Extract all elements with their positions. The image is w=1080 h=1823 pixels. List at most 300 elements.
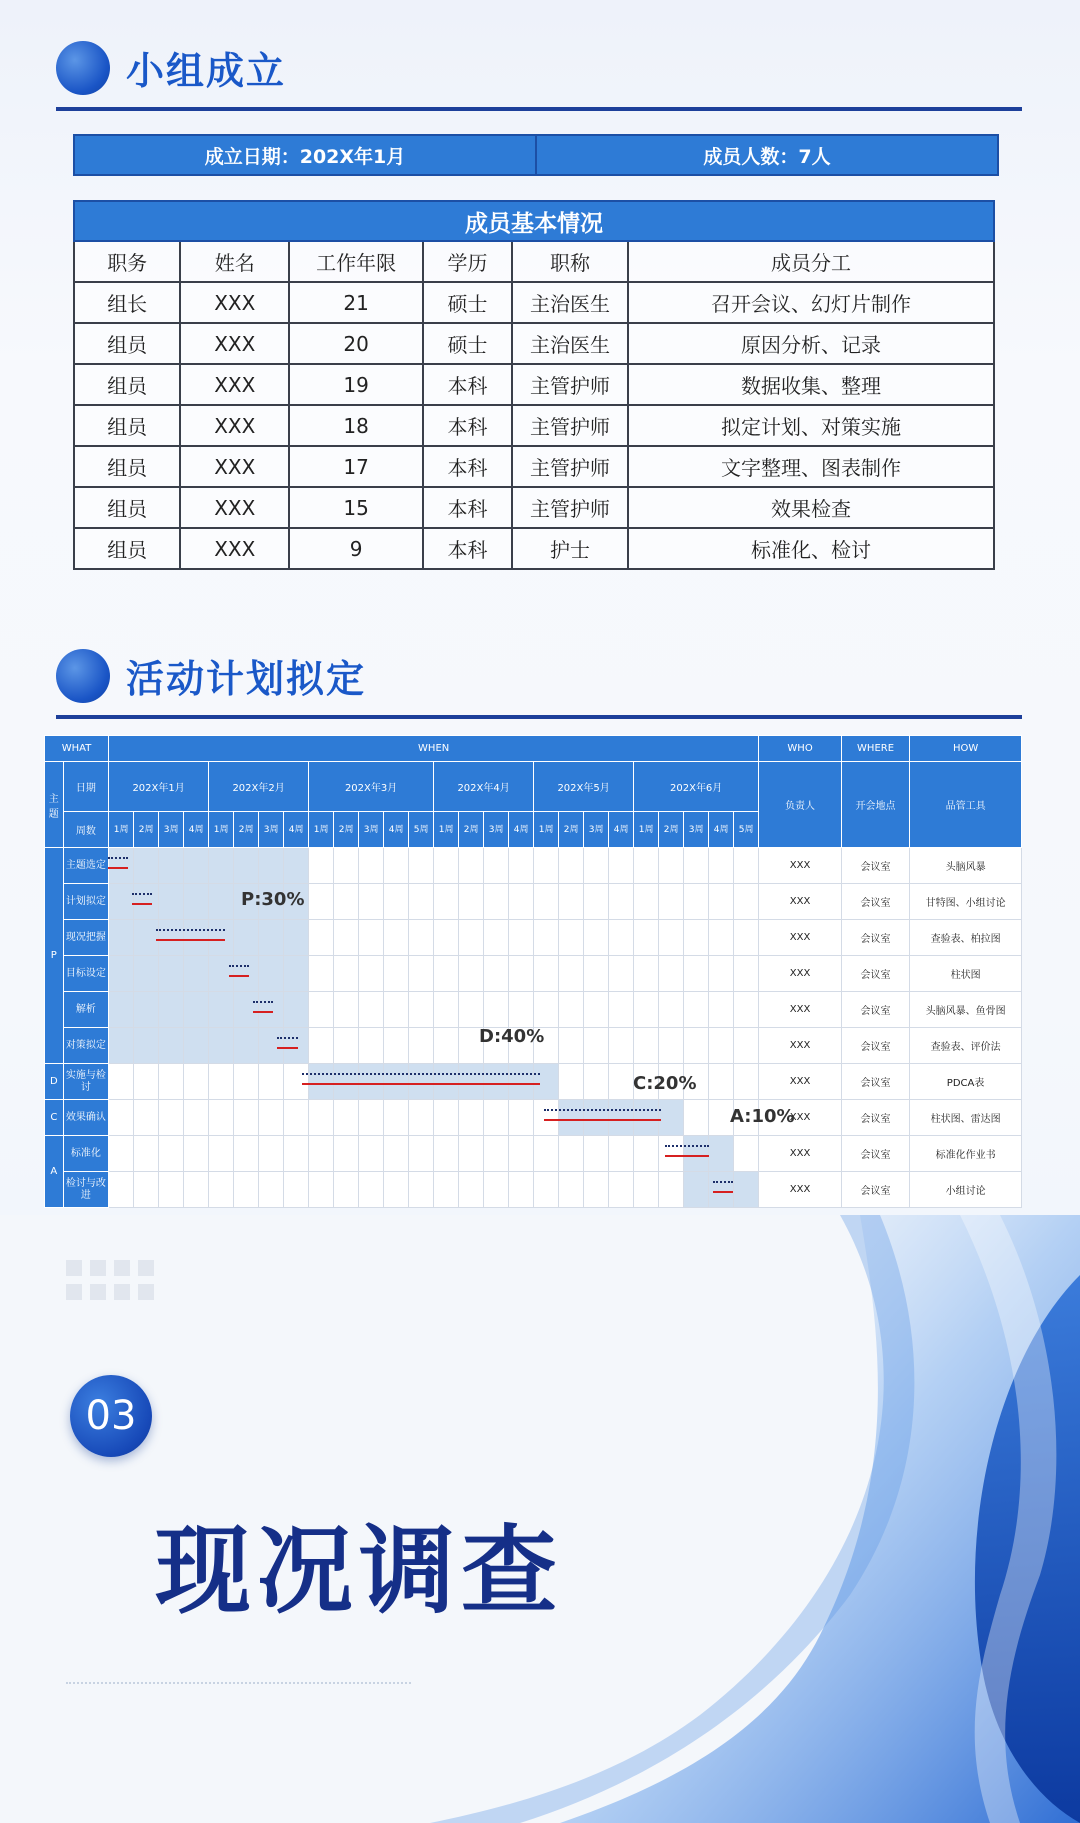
week-header: 3周 — [684, 812, 709, 848]
week-cell — [359, 848, 384, 884]
gantt-task-row — [45, 920, 1022, 956]
week-cell — [509, 920, 534, 956]
week-header: 4周 — [609, 812, 634, 848]
week-cell — [534, 1100, 559, 1136]
gantt-task-row — [45, 992, 1022, 1028]
week-cell — [659, 992, 684, 1028]
table-cell: 21 — [289, 282, 423, 323]
week-cell — [359, 1172, 384, 1208]
week-cell — [309, 1136, 334, 1172]
table-cell: 组员 — [74, 487, 180, 528]
column-header: 职称 — [512, 241, 628, 282]
week-cell — [684, 1136, 709, 1172]
table-caption: 成员基本情况 — [74, 201, 994, 241]
week-cell — [334, 1136, 359, 1172]
week-cell — [509, 848, 534, 884]
week-cell — [484, 1064, 509, 1100]
plan-line — [544, 1109, 661, 1111]
phase-cell: D — [45, 1064, 64, 1100]
table-cell: 护士 — [512, 528, 628, 569]
owner-cell: XXX — [759, 1136, 842, 1172]
week-cell — [659, 1100, 684, 1136]
table-row — [74, 487, 994, 528]
column-header: 学历 — [423, 241, 512, 282]
week-cell — [409, 1100, 434, 1136]
table-cell: 组员 — [74, 405, 180, 446]
week-cell — [609, 920, 634, 956]
week-cell — [584, 920, 609, 956]
week-cell — [134, 884, 159, 920]
week-cell — [734, 884, 759, 920]
week-cell — [409, 884, 434, 920]
week-cell — [684, 848, 709, 884]
week-cell — [309, 848, 334, 884]
gantt-header-row — [45, 762, 1022, 812]
week-cell — [534, 1172, 559, 1208]
week-cell — [634, 1136, 659, 1172]
table-cell: 原因分析、记录 — [628, 323, 994, 364]
actual-line — [253, 1011, 273, 1013]
plan-line — [229, 965, 249, 967]
week-cell — [734, 1064, 759, 1100]
table-cell: XXX — [180, 405, 289, 446]
week-cell — [484, 920, 509, 956]
week-cell — [259, 956, 284, 992]
place-cell: 会议室 — [841, 956, 909, 992]
week-cell — [709, 1064, 734, 1100]
month-header: 202X年2月 — [209, 762, 309, 812]
week-cell — [484, 884, 509, 920]
week-header: 1周 — [534, 812, 559, 848]
section-header-plan — [56, 648, 366, 703]
week-cell — [259, 1028, 284, 1064]
tool-cell: 甘特图、小组讨论 — [910, 884, 1022, 920]
table-cell: 本科 — [423, 364, 512, 405]
week-cell — [459, 1064, 484, 1100]
place-cell: 会议室 — [841, 1136, 909, 1172]
week-cell — [634, 1100, 659, 1136]
table-cell: 主管护师 — [512, 446, 628, 487]
table-cell: XXX — [180, 282, 289, 323]
tool-cell: 头脑风暴 — [910, 848, 1022, 884]
week-header: 5周 — [734, 812, 759, 848]
table-cell: 17 — [289, 446, 423, 487]
owner-cell: XXX — [759, 992, 842, 1028]
week-cell — [359, 1028, 384, 1064]
week-cell — [109, 884, 134, 920]
week-cell — [159, 884, 184, 920]
week-cell — [159, 1100, 184, 1136]
week-cell — [559, 920, 584, 956]
table-row — [74, 323, 994, 364]
week-cell — [659, 884, 684, 920]
week-cell — [209, 956, 234, 992]
table-cell: XXX — [180, 528, 289, 569]
table-row — [74, 528, 994, 569]
week-cell — [534, 1136, 559, 1172]
week-cell — [359, 1136, 384, 1172]
table-cell: 本科 — [423, 405, 512, 446]
week-cell — [359, 1064, 384, 1100]
table-cell: XXX — [180, 446, 289, 487]
week-cell — [709, 1136, 734, 1172]
gantt-task-row — [45, 848, 1022, 884]
week-cell — [434, 992, 459, 1028]
place-cell: 会议室 — [841, 1172, 909, 1208]
week-cell — [234, 1028, 259, 1064]
gantt-task-row — [45, 956, 1022, 992]
week-header: 3周 — [484, 812, 509, 848]
table-cell: 本科 — [423, 446, 512, 487]
week-cell — [434, 1172, 459, 1208]
bullet-circle-icon — [56, 649, 110, 703]
week-header: 2周 — [234, 812, 259, 848]
task-cell: 解析 — [63, 992, 108, 1028]
section-big-title: 现况调查 — [155, 1515, 563, 1627]
week-cell — [659, 1136, 684, 1172]
week-cell — [209, 992, 234, 1028]
week-cell — [109, 1028, 134, 1064]
place-cell: 会议室 — [841, 884, 909, 920]
week-cell — [534, 920, 559, 956]
week-header: 1周 — [634, 812, 659, 848]
week-cell — [334, 884, 359, 920]
week-cell — [509, 1100, 534, 1136]
week-cell — [209, 920, 234, 956]
week-cell — [659, 1028, 684, 1064]
week-cell — [184, 956, 209, 992]
week-cell — [284, 1100, 309, 1136]
week-cell — [159, 956, 184, 992]
week-cell — [384, 848, 409, 884]
week-cell — [459, 956, 484, 992]
owner-cell: XXX — [759, 1100, 842, 1136]
week-header: 2周 — [459, 812, 484, 848]
decorative-dot-grid — [66, 1260, 154, 1300]
week-cell — [209, 1100, 234, 1136]
week-cell — [234, 1064, 259, 1100]
week-cell — [184, 1136, 209, 1172]
place-cell: 会议室 — [841, 992, 909, 1028]
week-cell — [259, 1172, 284, 1208]
week-cell — [184, 884, 209, 920]
week-header: 1周 — [109, 812, 134, 848]
owner-header: 负责人 — [759, 762, 842, 848]
week-cell — [459, 992, 484, 1028]
when-header: WHEN — [109, 736, 759, 762]
table-cell: XXX — [180, 323, 289, 364]
week-cell — [509, 1172, 534, 1208]
week-cell — [559, 884, 584, 920]
week-cell — [684, 1100, 709, 1136]
gantt-task-row — [45, 884, 1022, 920]
week-cell — [109, 848, 134, 884]
week-cell — [459, 1136, 484, 1172]
week-cell — [134, 1172, 159, 1208]
table-cell: 组员 — [74, 528, 180, 569]
week-cell — [584, 1100, 609, 1136]
gantt-header-row — [45, 736, 1022, 762]
phase-cell: P — [45, 848, 64, 1064]
week-cell — [134, 1136, 159, 1172]
week-cell — [234, 992, 259, 1028]
week-cell — [359, 1100, 384, 1136]
week-cell — [234, 848, 259, 884]
table-cell: 组长 — [74, 282, 180, 323]
week-cell — [609, 1100, 634, 1136]
place-cell: 会议室 — [841, 1028, 909, 1064]
table-cell: 硕士 — [423, 323, 512, 364]
owner-cell: XXX — [759, 956, 842, 992]
week-cell — [259, 920, 284, 956]
week-cell — [634, 992, 659, 1028]
week-cell — [384, 920, 409, 956]
gantt-chart — [44, 735, 1022, 1208]
week-cell — [334, 920, 359, 956]
task-cell: 计划拟定 — [63, 884, 108, 920]
week-cell — [259, 848, 284, 884]
week-cell — [259, 1136, 284, 1172]
week-cell — [584, 884, 609, 920]
table-cell: 主治医生 — [512, 282, 628, 323]
week-cell — [184, 1028, 209, 1064]
owner-cell: XXX — [759, 848, 842, 884]
table-cell: 组员 — [74, 364, 180, 405]
week-cell — [484, 1172, 509, 1208]
phase-cell: A — [45, 1136, 64, 1208]
month-header: 202X年4月 — [434, 762, 534, 812]
week-header: 4周 — [384, 812, 409, 848]
week-cell — [159, 1136, 184, 1172]
week-header: 4周 — [509, 812, 534, 848]
week-header: 2周 — [334, 812, 359, 848]
section-header-team — [56, 40, 286, 95]
week-cell — [684, 1172, 709, 1208]
week-cell — [559, 1064, 584, 1100]
owner-cell: XXX — [759, 1028, 842, 1064]
week-cell — [634, 848, 659, 884]
owner-cell: XXX — [759, 1172, 842, 1208]
week-cell — [334, 1064, 359, 1100]
week-cell — [734, 1136, 759, 1172]
month-header: 202X年6月 — [634, 762, 759, 812]
week-cell — [509, 992, 534, 1028]
month-header: 202X年3月 — [309, 762, 434, 812]
week-cell — [109, 920, 134, 956]
week-cell — [184, 1172, 209, 1208]
actual-line — [544, 1119, 661, 1121]
week-cell — [134, 1028, 159, 1064]
actual-line — [132, 903, 152, 905]
plan-line — [253, 1001, 273, 1003]
plan-line — [156, 929, 225, 931]
task-cell: 效果确认 — [63, 1100, 108, 1136]
week-cell — [284, 848, 309, 884]
week-cell — [384, 884, 409, 920]
members-table — [73, 200, 995, 570]
week-cell — [534, 992, 559, 1028]
week-cell — [334, 992, 359, 1028]
week-cell — [684, 884, 709, 920]
week-cell — [709, 884, 734, 920]
table-cell: 文字整理、图表制作 — [628, 446, 994, 487]
week-header: 4周 — [184, 812, 209, 848]
phase-percent-label: A:10% — [730, 1106, 795, 1127]
week-cell — [659, 956, 684, 992]
actual-line — [302, 1083, 540, 1085]
week-header: 3周 — [584, 812, 609, 848]
task-cell: 主题选定 — [63, 848, 108, 884]
week-cell — [709, 1172, 734, 1208]
week-cell — [284, 1172, 309, 1208]
week-cell — [209, 1172, 234, 1208]
place-cell: 会议室 — [841, 920, 909, 956]
phase-cell: C — [45, 1100, 64, 1136]
week-cell — [109, 992, 134, 1028]
week-cell — [534, 956, 559, 992]
week-cell — [384, 1136, 409, 1172]
task-cell: 实施与检讨 — [63, 1064, 108, 1100]
place-cell: 会议室 — [841, 1064, 909, 1100]
week-cell — [584, 1028, 609, 1064]
table-cell: 主管护师 — [512, 364, 628, 405]
week-cell — [159, 1028, 184, 1064]
week-cell — [334, 1100, 359, 1136]
week-cell — [184, 848, 209, 884]
week-cell — [409, 1064, 434, 1100]
week-cell — [459, 1172, 484, 1208]
task-cell: 检讨与改进 — [63, 1172, 108, 1208]
week-cell — [534, 848, 559, 884]
actual-line — [229, 975, 249, 977]
table-cell: 召开会议、幻灯片制作 — [628, 282, 994, 323]
how-header: HOW — [910, 736, 1022, 762]
week-cell — [609, 1172, 634, 1208]
week-cell — [159, 1064, 184, 1100]
week-cell — [609, 884, 634, 920]
section-divider — [56, 107, 1022, 111]
month-header: 202X年1月 — [109, 762, 209, 812]
week-header: 4周 — [709, 812, 734, 848]
week-cell — [359, 884, 384, 920]
week-cell — [609, 956, 634, 992]
week-header: 3周 — [259, 812, 284, 848]
week-cell — [334, 848, 359, 884]
column-header: 成员分工 — [628, 241, 994, 282]
week-cell — [334, 1172, 359, 1208]
dotted-divider — [66, 1682, 411, 1684]
place-cell: 会议室 — [841, 1100, 909, 1136]
section-title: 活动计划拟定 — [126, 657, 367, 701]
week-cell — [134, 1100, 159, 1136]
table-cell: 主管护师 — [512, 487, 628, 528]
week-cell — [284, 956, 309, 992]
week-cell — [409, 1136, 434, 1172]
tool-cell: 查验表、柏拉图 — [910, 920, 1022, 956]
week-cell — [234, 1136, 259, 1172]
table-cell: 组员 — [74, 446, 180, 487]
plan-line — [665, 1145, 709, 1147]
actual-line — [108, 867, 128, 869]
week-cell — [659, 848, 684, 884]
week-cell — [559, 848, 584, 884]
week-cell — [384, 1172, 409, 1208]
table-cell: 主管护师 — [512, 405, 628, 446]
week-cell — [584, 992, 609, 1028]
member-count: 成员人数：7人 — [535, 136, 997, 174]
week-cell — [659, 920, 684, 956]
column-header: 姓名 — [180, 241, 289, 282]
week-cell — [509, 956, 534, 992]
week-cell — [484, 1100, 509, 1136]
week-cell — [484, 848, 509, 884]
week-cell — [409, 848, 434, 884]
week-cell — [109, 1172, 134, 1208]
week-cell — [434, 1136, 459, 1172]
week-cell — [184, 920, 209, 956]
week-cell — [584, 956, 609, 992]
tool-cell: 查验表、评价法 — [910, 1028, 1022, 1064]
tool-cell: 标准化作业书 — [910, 1136, 1022, 1172]
week-header: 1周 — [309, 812, 334, 848]
actual-line — [156, 939, 225, 941]
table-row — [74, 446, 994, 487]
section-title: 小组成立 — [126, 49, 287, 93]
week-cell — [509, 1136, 534, 1172]
week-cell — [709, 1028, 734, 1064]
table-cell: 15 — [289, 487, 423, 528]
date-header: 日期 — [63, 762, 108, 812]
week-cell — [209, 884, 234, 920]
tool-cell: 小组讨论 — [910, 1172, 1022, 1208]
week-cell — [434, 1064, 459, 1100]
week-cell — [509, 1064, 534, 1100]
week-cell — [209, 1028, 234, 1064]
plan-line — [132, 893, 152, 895]
month-header: 202X年5月 — [534, 762, 634, 812]
week-cell — [459, 920, 484, 956]
week-cell — [409, 956, 434, 992]
table-cell: 组员 — [74, 323, 180, 364]
section-divider — [56, 715, 1022, 719]
week-cell — [259, 1100, 284, 1136]
week-cell — [234, 1100, 259, 1136]
week-cell — [309, 920, 334, 956]
week-cell — [359, 992, 384, 1028]
week-cell — [634, 1028, 659, 1064]
week-cell — [134, 920, 159, 956]
week-cell — [134, 956, 159, 992]
owner-cell: XXX — [759, 1064, 842, 1100]
section-number-badge: 03 — [70, 1375, 152, 1457]
table-cell: XXX — [180, 487, 289, 528]
owner-cell: XXX — [759, 920, 842, 956]
phase-percent-label: D:40% — [479, 1026, 545, 1047]
week-header: 1周 — [209, 812, 234, 848]
week-cell — [434, 848, 459, 884]
week-cell — [484, 992, 509, 1028]
week-cell — [234, 920, 259, 956]
week-cell — [559, 956, 584, 992]
task-cell: 标准化 — [63, 1136, 108, 1172]
who-header: WHO — [759, 736, 842, 762]
week-cell — [584, 1136, 609, 1172]
week-cell — [684, 992, 709, 1028]
table-cell: 数据收集、整理 — [628, 364, 994, 405]
week-cell — [184, 1100, 209, 1136]
week-cell — [609, 992, 634, 1028]
founding-date: 成立日期：202X年1月 — [204, 145, 406, 168]
